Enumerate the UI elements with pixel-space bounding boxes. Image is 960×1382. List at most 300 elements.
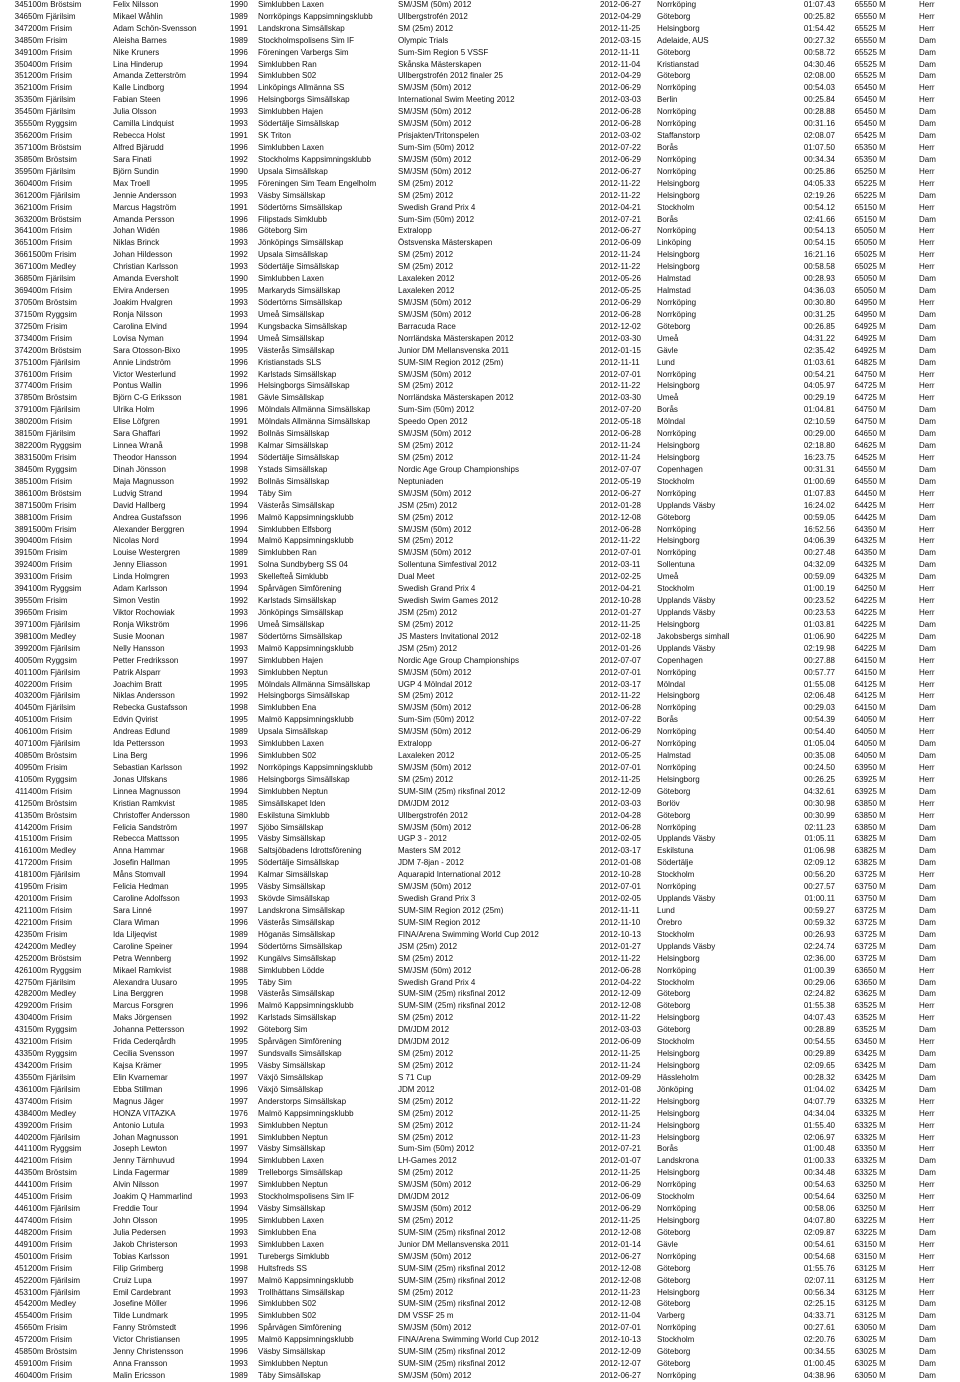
location-cell: Helsingborg (657, 262, 700, 272)
birth-year-cell: 1986 (230, 226, 248, 236)
table-row (0, 1048, 960, 1060)
date-cell: 2012-11-24 (600, 441, 641, 451)
gender-cell: Herr (919, 524, 935, 534)
birth-year-cell: 1992 (230, 762, 248, 772)
table-row (0, 71, 960, 83)
competition-cell: Sum-Sim (50m) 2012 (398, 143, 475, 153)
date-cell: 2012-06-29 (600, 1204, 641, 1214)
location-cell: Upplands Väsby (657, 500, 716, 510)
date-cell: 2012-01-27 (600, 941, 641, 951)
event-cell: 100m Medley (28, 262, 77, 272)
birth-year-cell: 1994 (230, 870, 248, 880)
gender-cell: Dam (919, 941, 936, 951)
event-cell: 200m Frisim (28, 822, 73, 832)
swimmer-name-cell: Tobias Karlsson (113, 1251, 170, 1261)
location-cell: Norrköping (657, 762, 697, 772)
date-cell: 2012-06-28 (600, 965, 641, 975)
time-cell: 00:54.21 (803, 369, 835, 379)
table-row (0, 47, 960, 59)
date-cell: 2012-06-29 (600, 727, 641, 737)
date-cell: 2012-12-08 (600, 1227, 641, 1237)
birth-year-cell: 1997 (230, 1144, 248, 1154)
date-cell: 2012-01-26 (600, 643, 641, 653)
date-cell: 2012-12-09 (600, 1347, 641, 1357)
swimmer-name-cell: Fabian Steen (113, 95, 161, 105)
date-cell: 2012-05-18 (600, 417, 641, 427)
event-cell: 100m Bröstsim (28, 143, 82, 153)
location-cell: Göteborg (657, 47, 691, 57)
birth-year-cell: 1995 (230, 977, 248, 987)
competition-cell: Junior DM Mellansvenska 2011 (398, 345, 510, 355)
birth-year-cell: 1992 (230, 476, 248, 486)
time-cell: 04:34.04 (803, 1108, 835, 1118)
competition-cell: SUM-SIM (25m) riksfinal 2012 (398, 1359, 506, 1369)
event-cell: 50m Fjärilsim (28, 429, 76, 439)
birth-year-cell: 1995 (230, 1215, 248, 1225)
swimmer-name-cell: Victor Christiansen (113, 1335, 180, 1345)
points-cell: 630 (854, 1323, 868, 1333)
time-cell: 00:35.08 (803, 751, 835, 761)
table-row (0, 607, 960, 619)
table-row (0, 929, 960, 941)
time-cell: 02:09.65 (803, 1061, 835, 1070)
table-row (0, 977, 960, 989)
rank-cell: 441 (14, 1144, 28, 1154)
gender-cell: Herr (919, 1215, 935, 1225)
table-row (0, 1358, 960, 1370)
club-cell: Markaryds Simsällskap (258, 286, 341, 296)
birth-year-cell: 1994 (230, 524, 248, 534)
time-cell: 00:59.32 (803, 917, 835, 927)
rank-cell: 443 (14, 1168, 28, 1178)
rank-cell: 417 (14, 858, 28, 868)
club-cell: Väsby Simsällskap (258, 1347, 326, 1357)
event-cell: 50m Ryggsim (28, 119, 77, 129)
pool-length-cell: 25 M (868, 846, 886, 856)
rank-cell: 410 (14, 774, 28, 784)
competition-cell: DM/JDM 2012 (398, 1025, 450, 1035)
rank-cell: 388 (14, 512, 28, 522)
competition-cell: SM (25m) 2012 (398, 1120, 454, 1130)
club-cell: Simklubben Neptun (258, 786, 328, 796)
pool-length-cell: 50 M (868, 762, 886, 772)
pool-length-cell: 25 M (868, 989, 886, 999)
swimmer-name-cell: Anna Fransson (113, 1359, 168, 1369)
competition-cell: SM/JSM (50m) 2012 (398, 762, 472, 772)
club-cell: Malmö Kappsimningsklubb (258, 512, 354, 522)
swimmer-name-cell: Andrea Gustafsson (113, 512, 182, 522)
club-cell: Ystads Simsällskap (258, 464, 328, 474)
table-row (0, 893, 960, 905)
competition-cell: SM/JSM (50m) 2012 (398, 524, 472, 534)
rank-cell: 394 (14, 584, 28, 594)
gender-cell: Herr (919, 667, 935, 677)
date-cell: 2012-03-17 (600, 679, 641, 689)
competition-cell: SM/JSM (50m) 2012 (398, 822, 472, 832)
points-cell: 637 (854, 929, 868, 939)
pool-length-cell: 50 M (868, 1323, 886, 1333)
rank-cell: 460 (14, 1370, 28, 1380)
swimmer-name-cell: Carolina Elvind (113, 321, 167, 331)
location-cell: Borås (657, 214, 678, 224)
rank-cell: 348 (14, 35, 28, 45)
table-row (0, 94, 960, 106)
swimmer-name-cell: Simon Vestin (113, 596, 160, 606)
date-cell: 2012-12-09 (600, 989, 641, 999)
date-cell: 2012-11-22 (600, 1096, 641, 1106)
table-row (0, 726, 960, 738)
rank-cell: 397 (14, 619, 28, 629)
gender-cell: Herr (919, 596, 935, 606)
gender-cell: Dam (919, 739, 936, 749)
gender-cell: Herr (919, 178, 935, 188)
rank-cell: 387 (14, 500, 28, 510)
date-cell: 2012-05-25 (600, 751, 641, 761)
club-cell: Simklubben S02 (258, 1311, 317, 1321)
rank-cell: 406 (14, 727, 28, 737)
club-cell: Simklubben Ena (258, 1227, 317, 1237)
points-cell: 650 (854, 274, 868, 284)
event-cell: 100m Ryggsim (28, 584, 82, 594)
location-cell: Upplands Väsby (657, 607, 716, 617)
rank-cell: 436 (14, 1084, 28, 1094)
points-cell: 632 (854, 1204, 868, 1214)
swimmer-name-cell: Felix Nilsson (113, 0, 159, 9)
event-cell: 400m Frisim (28, 178, 73, 188)
rank-cell: 428 (14, 989, 28, 999)
competition-cell: SM (25m) 2012 (398, 953, 454, 963)
competition-cell: SUM-SIM Region 2012 (25m) (398, 357, 504, 367)
pool-length-cell: 50 M (868, 298, 886, 307)
points-cell: 632 (854, 1180, 868, 1190)
swimmer-name-cell: Kajsa Krämer (113, 1061, 162, 1070)
points-cell: 650 (854, 250, 868, 260)
event-cell: 100m Frisim (28, 834, 73, 844)
date-cell: 2012-04-29 (600, 71, 641, 81)
points-cell: 643 (854, 560, 868, 570)
table-row (0, 357, 960, 369)
location-cell: Göteborg (657, 1275, 691, 1285)
date-cell: 2012-11-22 (600, 1013, 641, 1023)
location-cell: Jönköping (657, 1084, 694, 1094)
time-cell: 02:36.00 (803, 953, 835, 963)
time-cell: 01:05.11 (804, 834, 835, 844)
location-cell: Norrköping (657, 154, 697, 164)
time-cell: 00:26.93 (803, 929, 835, 939)
birth-year-cell: 1996 (230, 1299, 248, 1309)
location-cell: Eskilstuna (657, 846, 694, 856)
rank-cell: 442 (14, 1156, 28, 1166)
event-cell: 50m Ryggsim (28, 309, 77, 319)
points-cell: 648 (854, 357, 868, 367)
rank-cell: 346 (14, 11, 28, 21)
swimmer-name-cell: Marcus Hagström (113, 202, 177, 212)
swimmer-name-cell: Rebecka Gustafsson (113, 703, 188, 713)
swimmer-name-cell: Johan Hildesson (113, 250, 173, 260)
pool-length-cell: 50 M (868, 1239, 886, 1249)
pool-length-cell: 25 M (868, 1227, 886, 1237)
table-row (0, 750, 960, 762)
points-cell: 649 (854, 333, 868, 343)
rank-cell: 375 (14, 357, 28, 367)
club-cell: Simklubben Laxen (258, 0, 324, 9)
birth-year-cell: 1995 (230, 1037, 248, 1047)
event-cell: 50m Ryggsim (28, 655, 77, 665)
points-cell: 631 (854, 1299, 868, 1309)
location-cell: Helsingborg (657, 1168, 700, 1178)
date-cell: 2012-07-22 (600, 715, 641, 725)
gender-cell: Herr (919, 679, 935, 689)
points-cell: 642 (854, 643, 868, 653)
birth-year-cell: 1995 (230, 679, 248, 689)
time-cell: 00:34.55 (803, 1347, 835, 1357)
rank-cell: 384 (14, 464, 28, 474)
club-cell: Södertälje Simsällskap (258, 452, 339, 462)
time-cell: 00:54.13 (803, 226, 835, 236)
event-cell: 100m Frisim (28, 1359, 73, 1369)
competition-cell: FINA/Arena Swimming World Cup 2012 (398, 1335, 539, 1345)
competition-cell: Östsvenska Mästerskapen (398, 238, 493, 248)
gender-cell: Dam (919, 989, 936, 999)
event-cell: 200m Frisim (28, 1263, 73, 1273)
swimmer-name-cell: Linda Holmgren (113, 572, 170, 582)
points-cell: 637 (854, 941, 868, 951)
club-cell: Mölndals Allmänna Simsällskap (258, 405, 371, 415)
birth-year-cell: 1997 (230, 1049, 248, 1059)
pool-length-cell: 25 M (868, 321, 886, 331)
pool-length-cell: 50 M (868, 751, 886, 761)
date-cell: 2012-03-17 (600, 846, 641, 856)
table-row (0, 1287, 960, 1299)
location-cell: Norrköping (657, 0, 697, 9)
time-cell: 00:59.09 (803, 572, 835, 582)
points-cell: 652 (854, 178, 868, 188)
gender-cell: Dam (919, 1072, 936, 1082)
competition-cell: SM (25m) 2012 (398, 536, 454, 546)
pool-length-cell: 25 M (868, 59, 886, 69)
rank-cell: 377 (14, 381, 28, 391)
birth-year-cell: 1992 (230, 154, 248, 164)
points-cell: 642 (854, 631, 868, 641)
pool-length-cell: 50 M (868, 703, 886, 713)
gender-cell: Herr (919, 452, 935, 462)
rank-cell: 412 (14, 798, 28, 808)
time-cell: 02:06.97 (803, 1132, 835, 1142)
time-cell: 00:34.34 (803, 154, 835, 164)
competition-cell: Norrländska Mästerskapen 2012 (398, 333, 514, 343)
event-cell: 50m Fjärilsim (28, 977, 76, 987)
gender-cell: Dam (919, 858, 936, 868)
event-cell: 100m Ryggsim (28, 965, 82, 975)
club-cell: Karlstads Simsällskap (258, 369, 337, 379)
date-cell: 2012-06-27 (600, 0, 641, 9)
club-cell: Väsby Simsällskap (258, 1061, 326, 1070)
club-cell: Malmö Kappsimningsklubb (258, 643, 354, 653)
gender-cell: Dam (919, 917, 936, 927)
competition-cell: SM/JSM (50m) 2012 (398, 703, 472, 713)
points-cell: 631 (854, 1263, 868, 1273)
time-cell: 00:59.27 (803, 906, 835, 916)
birth-year-cell: 1992 (230, 429, 248, 439)
gender-cell: Herr (919, 1192, 935, 1202)
swimmer-name-cell: Kristian Ramkvist (113, 798, 175, 808)
competition-cell: SM/JSM (50m) 2012 (398, 119, 472, 129)
location-cell: Göteborg (657, 1359, 691, 1369)
table-row (0, 1167, 960, 1179)
competition-cell: SUM-SIM (25m) riksfinal 2012 (398, 1227, 506, 1237)
time-cell: 00:29.03 (803, 703, 835, 713)
table-row (0, 798, 960, 810)
gender-cell: Dam (919, 929, 936, 939)
points-cell: 649 (854, 298, 868, 307)
rank-cell: 450 (14, 1251, 28, 1261)
swimmer-name-cell: Ebba Stillman (113, 1084, 163, 1094)
event-cell: 200m Frisim (28, 1227, 73, 1237)
event-cell: 50m Bröstsim (28, 1168, 77, 1178)
competition-cell: SUM-SIM (25m) riksfinal 2012 (398, 1263, 506, 1273)
swimmer-name-cell: Magnus Jäger (113, 1096, 164, 1106)
gender-cell: Dam (919, 59, 936, 69)
table-row (0, 524, 960, 536)
swimmer-name-cell: Ronja Wikström (113, 619, 170, 629)
competition-cell: UGP 4 Mölndal 2012 (398, 679, 473, 689)
swimmer-name-cell: Jakob Christerson (113, 1239, 178, 1249)
event-cell: 200m Frisim (28, 23, 73, 33)
birth-year-cell: 1992 (230, 596, 248, 606)
points-cell: 642 (854, 607, 868, 617)
gender-cell: Herr (919, 1180, 935, 1190)
location-cell: Helsingborg (657, 1287, 700, 1297)
event-cell: 400m Medley (28, 1108, 77, 1118)
points-cell: 630 (854, 1347, 868, 1357)
pool-length-cell: 25 M (868, 47, 886, 57)
time-cell: 02:25.15 (803, 1299, 835, 1309)
event-cell: 50m Bröstsim (28, 298, 77, 307)
rank-cell: 446 (14, 1204, 28, 1214)
pool-length-cell: 50 M (868, 524, 886, 534)
gender-cell: Dam (919, 786, 936, 796)
birth-year-cell: 1986 (230, 774, 248, 784)
location-cell: Copenhagen (657, 655, 703, 665)
competition-cell: Sum-Sim (50m) 2012 (398, 405, 475, 415)
event-cell: 200m Frisim (28, 858, 73, 868)
date-cell: 2012-11-24 (600, 250, 641, 260)
birth-year-cell: 1997 (230, 906, 248, 916)
points-cell: 630 (854, 1370, 868, 1380)
competition-cell: DM/JDM 2012 (398, 1192, 450, 1202)
date-cell: 2012-07-01 (600, 369, 641, 379)
competition-cell: SM/JSM (50m) 2012 (398, 298, 472, 307)
club-cell: Simklubben Laxen (258, 1215, 324, 1225)
table-row (0, 500, 960, 512)
swimmer-name-cell: Frida Cederqårdh (113, 1037, 176, 1047)
birth-year-cell: 1993 (230, 1227, 248, 1237)
event-cell: 100m Fjärilsim (28, 357, 81, 367)
birth-year-cell: 1990 (230, 166, 248, 176)
date-cell: 2012-12-08 (600, 1001, 641, 1011)
table-row (0, 619, 960, 631)
table-row (0, 249, 960, 261)
pool-length-cell: 25 M (868, 1132, 886, 1142)
table-row (0, 822, 960, 834)
time-cell: 00:27.57 (803, 882, 835, 892)
time-cell: 00:28.93 (803, 274, 835, 284)
location-cell: Helsingborg (657, 1132, 700, 1142)
birth-year-cell: 1993 (230, 894, 248, 904)
event-cell: 400m Frisim (28, 1215, 73, 1225)
competition-cell: LH-Games 2012 (398, 1156, 457, 1166)
event-cell: 200m Frisim (28, 417, 73, 427)
gender-cell: Herr (919, 23, 935, 33)
gender-cell: Herr (919, 870, 935, 880)
date-cell: 2012-01-08 (600, 858, 641, 868)
gender-cell: Herr (919, 11, 935, 21)
swimmer-name-cell: Alexandra Uusaro (113, 977, 178, 987)
location-cell: Borås (657, 405, 678, 415)
club-cell: Simklubben S02 (258, 71, 317, 81)
location-cell: Adelaide, AUS (657, 35, 709, 45)
time-cell: 01:06.90 (803, 631, 835, 641)
swimmer-name-cell: Jenny Christensson (113, 1347, 184, 1357)
table-row (0, 1215, 960, 1227)
pool-length-cell: 25 M (868, 71, 886, 81)
swimmer-name-cell: Victor Westerlund (113, 369, 176, 379)
club-cell: Väsby Simsällskap (258, 882, 326, 892)
table-row (0, 488, 960, 500)
points-cell: 634 (854, 1072, 868, 1082)
date-cell: 2012-11-25 (600, 1108, 641, 1118)
points-cell: 645 (854, 452, 868, 462)
points-cell: 637 (854, 906, 868, 916)
location-cell: Göteborg (657, 321, 691, 331)
club-cell: Stockholmspolisens Sim IF (258, 35, 355, 45)
club-cell: Linköpings Allmänna SS (258, 83, 345, 93)
competition-cell: Speedo Open 2012 (398, 417, 468, 427)
club-cell: Simklubben Elfsborg (258, 524, 332, 534)
competition-cell: SM (25m) 2012 (398, 1096, 454, 1106)
gender-cell: Herr (919, 500, 935, 510)
location-cell: Helsingborg (657, 774, 700, 784)
points-cell: 638 (854, 798, 868, 808)
gender-cell: Herr (919, 0, 935, 9)
date-cell: 2012-06-28 (600, 524, 641, 534)
table-row (0, 762, 960, 774)
date-cell: 2012-06-28 (600, 309, 641, 319)
competition-cell: Barracuda Race (398, 321, 456, 331)
pool-length-cell: 50 M (868, 95, 886, 105)
swimmer-name-cell: Alvin Nilsson (113, 1180, 159, 1190)
swimmer-name-cell: Amanda Persson (113, 214, 175, 224)
pool-length-cell: 25 M (868, 1049, 886, 1059)
date-cell: 2012-06-29 (600, 154, 641, 164)
competition-cell: SM/JSM (50m) 2012 (398, 1180, 472, 1190)
time-cell: 00:54.15 (803, 238, 835, 248)
table-row (0, 214, 960, 226)
swimmer-name-cell: Mikael Ramkvist (113, 965, 172, 975)
swimmer-name-cell: Nike Kruners (113, 47, 160, 57)
date-cell: 2012-01-14 (600, 1239, 641, 1249)
gender-cell: Dam (919, 703, 936, 713)
club-cell: Karlstads Simsällskap (258, 596, 337, 606)
time-cell: 01:55.40 (803, 1120, 835, 1130)
swimmer-name-cell: Jenny Tärnhuvud (113, 1156, 175, 1166)
points-cell: 645 (854, 476, 868, 486)
swimmer-name-cell: Johan Magnusson (113, 1132, 179, 1142)
event-cell: 200m Bröstsim (28, 953, 82, 963)
time-cell: 00:57.77 (803, 667, 835, 677)
location-cell: Göteborg (657, 1001, 691, 1011)
date-cell: 2012-06-27 (600, 1251, 641, 1261)
